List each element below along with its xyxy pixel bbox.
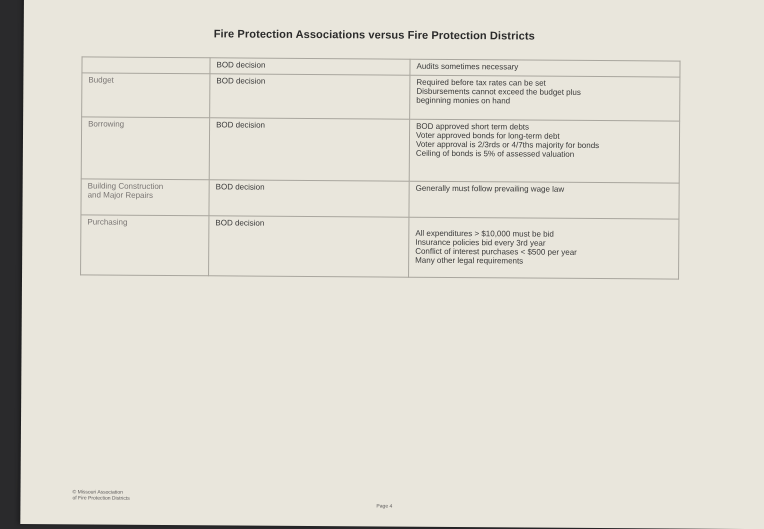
- comparison-table: [80, 56, 681, 279]
- document-page: [20, 0, 764, 529]
- row-label: Budget: [82, 73, 210, 118]
- header-cell: BOD decision: [210, 58, 410, 75]
- decision-cell: BOD decision: [209, 216, 409, 277]
- notes-cell: BOD approved short term debts Voter approved bonds for long-term debt Voter approval is 2/3rds or 4/7ths majority for bonds Ceiling of bonds is 5% of assessed valuation: [409, 119, 679, 183]
- notes-cell: All expenditures > $10,000 must be bid Insurance policies bid every 3rd year Conflict of interest purchases < $500 per year Many other legal requirements: [409, 217, 679, 279]
- row-label: Purchasing: [81, 215, 209, 276]
- header-cell: [82, 57, 210, 74]
- row-label: Borrowing: [81, 117, 209, 180]
- footer-copyright: © Missouri Association of Fire Protection Districts: [72, 489, 130, 502]
- table-row: [81, 179, 679, 219]
- page-title: Fire Protection Associations versus Fire Protection Districts: [213, 28, 535, 43]
- table-row: [82, 73, 680, 121]
- header-cell: Audits sometimes necessary: [410, 59, 680, 77]
- decision-cell: BOD decision: [209, 180, 409, 217]
- decision-cell: BOD decision: [210, 74, 410, 119]
- notes-cell: Generally must follow prevailing wage law: [409, 181, 679, 219]
- row-label: Building Construction and Major Repairs: [81, 179, 209, 216]
- table-row: [81, 215, 679, 279]
- page-number: Page 4: [376, 503, 393, 510]
- decision-cell: BOD decision: [209, 118, 409, 181]
- table-row: [81, 117, 679, 183]
- notes-cell: Required before tax rates can be set Disbursements cannot exceed the budget plus beginning monies on hand: [410, 75, 680, 121]
